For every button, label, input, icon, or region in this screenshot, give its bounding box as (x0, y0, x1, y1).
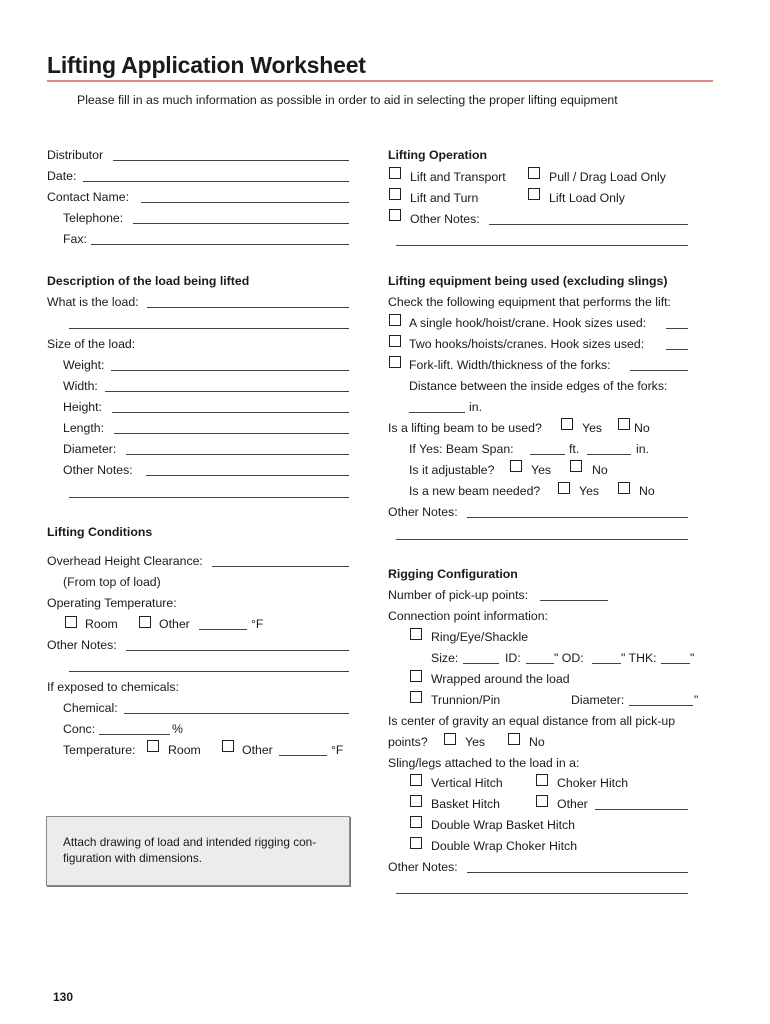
what-load-label: What is the load: (47, 295, 139, 309)
page-title: Lifting Application Worksheet (47, 52, 366, 78)
temp-deg-f: °F (251, 617, 264, 631)
beam-yes-label: Yes (582, 421, 603, 435)
contact-name-field[interactable] (141, 202, 349, 203)
attach-drawing-text: Attach drawing of load and intended rigging con-figuration with dimensions. (63, 835, 317, 865)
beam-span-in-field[interactable] (587, 454, 631, 455)
rig-other-notes-field[interactable] (467, 872, 688, 873)
chem-temp-other-field[interactable] (279, 755, 327, 756)
trunnion-checkbox[interactable] (410, 691, 422, 703)
single-hook-checkbox[interactable] (389, 314, 401, 326)
two-hooks-field[interactable] (666, 349, 688, 350)
date-field[interactable] (83, 181, 349, 182)
other-hitch-label: Other (557, 797, 588, 811)
conc-field[interactable] (99, 734, 170, 735)
double-choker-checkbox[interactable] (410, 837, 422, 849)
ring-thk-label: " THK: (621, 651, 657, 665)
trunnion-diameter-unit: " (694, 693, 699, 707)
trunnion-diameter-field[interactable] (629, 705, 693, 706)
from-top-label: (From top of load) (63, 575, 161, 589)
new-beam-yes-checkbox[interactable] (558, 482, 570, 494)
double-choker-label: Double Wrap Choker Hitch (431, 839, 578, 853)
wrapped-label: Wrapped around the load (431, 672, 570, 686)
cog-question-2: points? (388, 735, 428, 749)
new-beam-question: Is a new beam needed? (409, 484, 541, 498)
attach-drawing-note (46, 816, 350, 886)
chem-temp-other-label: Other (242, 743, 273, 757)
beam-span-in: in. (636, 442, 649, 456)
ring-id-label: ID: (505, 651, 521, 665)
distributor-field[interactable] (113, 160, 349, 161)
new-beam-no-label: No (639, 484, 655, 498)
ring-thk-unit: " (690, 651, 695, 665)
wrapped-checkbox[interactable] (410, 670, 422, 682)
vertical-hitch-label: Vertical Hitch (431, 776, 503, 790)
chemical-field[interactable] (124, 713, 349, 714)
cond-other-notes-label: Other Notes: (47, 638, 117, 652)
equip-other-notes-field-2[interactable] (396, 539, 688, 540)
temp-other-checkbox[interactable] (139, 616, 151, 628)
title-divider (47, 80, 713, 82)
length-label: Length: (63, 421, 105, 435)
pickup-points-field[interactable] (540, 600, 608, 601)
equip-other-notes-field[interactable] (467, 517, 688, 518)
adjustable-yes-checkbox[interactable] (510, 460, 522, 472)
forklift-field[interactable] (630, 370, 688, 371)
chem-temp-deg-f: °F (331, 743, 344, 757)
distributor-label: Distributor (47, 148, 104, 162)
lift-turn-checkbox[interactable] (389, 188, 401, 200)
other-hitch-checkbox[interactable] (536, 795, 548, 807)
equipment-check-label: Check the following equipment that performs the lift: (388, 295, 671, 309)
fax-label: Fax: (63, 232, 87, 246)
rig-other-notes-label: Other Notes: (388, 860, 458, 874)
cog-question-1: Is center of gravity an equal distance from all pick-up (388, 714, 676, 728)
overhead-field[interactable] (212, 566, 349, 567)
adjustable-no-label: No (592, 463, 608, 477)
rigging-heading: Rigging Configuration (388, 567, 518, 581)
ring-id-field[interactable] (526, 663, 554, 664)
new-beam-yes-label: Yes (579, 484, 600, 498)
forklift-checkbox[interactable] (389, 356, 401, 368)
chem-temp-room-checkbox[interactable] (147, 740, 159, 752)
conditions-heading: Lifting Conditions (47, 525, 153, 539)
forks-distance-unit: in. (469, 400, 482, 414)
op-other-notes-field-2[interactable] (396, 245, 688, 246)
what-load-field-2[interactable] (69, 328, 349, 329)
height-label: Height: (63, 400, 102, 414)
size-label: Size of the load: (47, 337, 136, 351)
pull-drag-label: Pull / Drag Load Only (549, 170, 666, 184)
double-basket-checkbox[interactable] (410, 816, 422, 828)
lift-only-label: Lift Load Only (549, 191, 625, 205)
cog-yes-checkbox[interactable] (444, 733, 456, 745)
beam-span-label: If Yes: Beam Span: (409, 442, 514, 456)
chem-temp-other-checkbox[interactable] (222, 740, 234, 752)
cond-other-notes-field[interactable] (126, 650, 349, 651)
ring-od-label: " OD: (554, 651, 584, 665)
ring-size-field[interactable] (463, 663, 499, 664)
telephone-label: Telephone: (63, 211, 124, 225)
beam-yes-checkbox[interactable] (561, 418, 573, 430)
op-other-notes-label: Other Notes: (410, 212, 480, 226)
double-basket-label: Double Wrap Basket Hitch (431, 818, 575, 832)
choker-hitch-checkbox[interactable] (536, 774, 548, 786)
width-label: Width: (63, 379, 98, 393)
lift-transport-checkbox[interactable] (389, 167, 401, 179)
two-hooks-label: Two hooks/hoists/cranes. Hook sizes used: (409, 337, 645, 351)
forklift-label: Fork-lift. Width/thickness of the forks: (409, 358, 611, 372)
lift-transport-label: Lift and Transport (410, 170, 506, 184)
chemicals-label: If exposed to chemicals: (47, 680, 179, 694)
ring-od-field[interactable] (592, 663, 621, 664)
single-hook-field[interactable] (666, 328, 688, 329)
lift-only-checkbox[interactable] (528, 188, 540, 200)
cond-other-notes-field-2[interactable] (69, 671, 349, 672)
chem-temp-room-label: Room (168, 743, 201, 757)
beam-span-ft: ft. (569, 442, 580, 456)
what-load-field[interactable] (147, 307, 349, 308)
basket-hitch-checkbox[interactable] (410, 795, 422, 807)
load-heading: Description of the load being lifted (47, 274, 250, 288)
ring-checkbox[interactable] (410, 628, 422, 640)
load-other-notes-field[interactable] (146, 475, 349, 476)
forks-distance-field[interactable] (409, 412, 465, 413)
page-number: 130 (53, 990, 74, 1004)
two-hooks-checkbox[interactable] (389, 335, 401, 347)
ring-thk-field[interactable] (661, 663, 690, 664)
chemical-label: Chemical: (63, 701, 118, 715)
op-other-notes-field[interactable] (489, 224, 688, 225)
diameter-label: Diameter: (63, 442, 117, 456)
pickup-points-label: Number of pick-up points: (388, 588, 529, 602)
weight-field[interactable] (111, 370, 349, 371)
new-beam-no-checkbox[interactable] (618, 482, 630, 494)
other-hitch-field[interactable] (595, 809, 688, 810)
diameter-field[interactable] (126, 454, 349, 455)
chem-temp-label: Temperature: (63, 743, 136, 757)
adjustable-question: Is it adjustable? (409, 463, 495, 477)
sling-legs-label: Sling/legs attached to the load in a: (388, 756, 580, 770)
ring-size-label: Size: (431, 651, 459, 665)
length-field[interactable] (114, 433, 349, 434)
equipment-heading: Lifting equipment being used (excluding slings) (388, 274, 668, 288)
temp-room-checkbox[interactable] (65, 616, 77, 628)
beam-span-ft-field[interactable] (530, 454, 565, 455)
cog-no-label: No (529, 735, 545, 749)
temp-other-label: Other (159, 617, 190, 631)
contact-name-label: Contact Name: (47, 190, 130, 204)
conc-percent: % (172, 722, 183, 736)
width-field[interactable] (105, 391, 349, 392)
op-other-notes-checkbox[interactable] (389, 209, 401, 221)
connection-label: Connection point information: (388, 609, 548, 623)
ring-label: Ring/Eye/Shackle (431, 630, 529, 644)
cog-no-checkbox[interactable] (508, 733, 520, 745)
weight-label: Weight: (63, 358, 105, 372)
adjustable-no-checkbox[interactable] (570, 460, 582, 472)
fax-field[interactable] (91, 244, 349, 245)
basket-hitch-label: Basket Hitch (431, 797, 501, 811)
trunnion-diameter-label: Diameter: (571, 693, 625, 707)
overhead-label: Overhead Height Clearance: (47, 554, 203, 568)
conc-label: Conc: (63, 722, 96, 736)
beam-no-label: No (634, 421, 650, 435)
op-temp-label: Operating Temperature: (47, 596, 177, 610)
intro-text: Please fill in as much information as possible in order to aid in selecting the proper lifting equipment (77, 93, 618, 107)
choker-hitch-label: Choker Hitch (557, 776, 629, 790)
vertical-hitch-checkbox[interactable] (410, 774, 422, 786)
telephone-field[interactable] (133, 223, 349, 224)
adjustable-yes-label: Yes (531, 463, 552, 477)
equip-other-notes-label: Other Notes: (388, 505, 458, 519)
pull-drag-checkbox[interactable] (528, 167, 540, 179)
operation-heading: Lifting Operation (388, 148, 488, 162)
load-other-notes-label: Other Notes: (63, 463, 133, 477)
rig-other-notes-field-2[interactable] (396, 893, 688, 894)
beam-no-checkbox[interactable] (618, 418, 630, 430)
beam-question: Is a lifting beam to be used? (388, 421, 542, 435)
trunnion-label: Trunnion/Pin (431, 693, 501, 707)
date-label: Date: (47, 169, 77, 183)
cog-yes-label: Yes (465, 735, 486, 749)
temp-other-field[interactable] (199, 629, 247, 630)
lift-turn-label: Lift and Turn (410, 191, 479, 205)
height-field[interactable] (112, 412, 349, 413)
single-hook-label: A single hook/hoist/crane. Hook sizes used: (409, 316, 647, 330)
forks-distance-label: Distance between the inside edges of the forks: (409, 379, 668, 393)
load-other-notes-field-2[interactable] (69, 497, 349, 498)
temp-room-label: Room (85, 617, 118, 631)
